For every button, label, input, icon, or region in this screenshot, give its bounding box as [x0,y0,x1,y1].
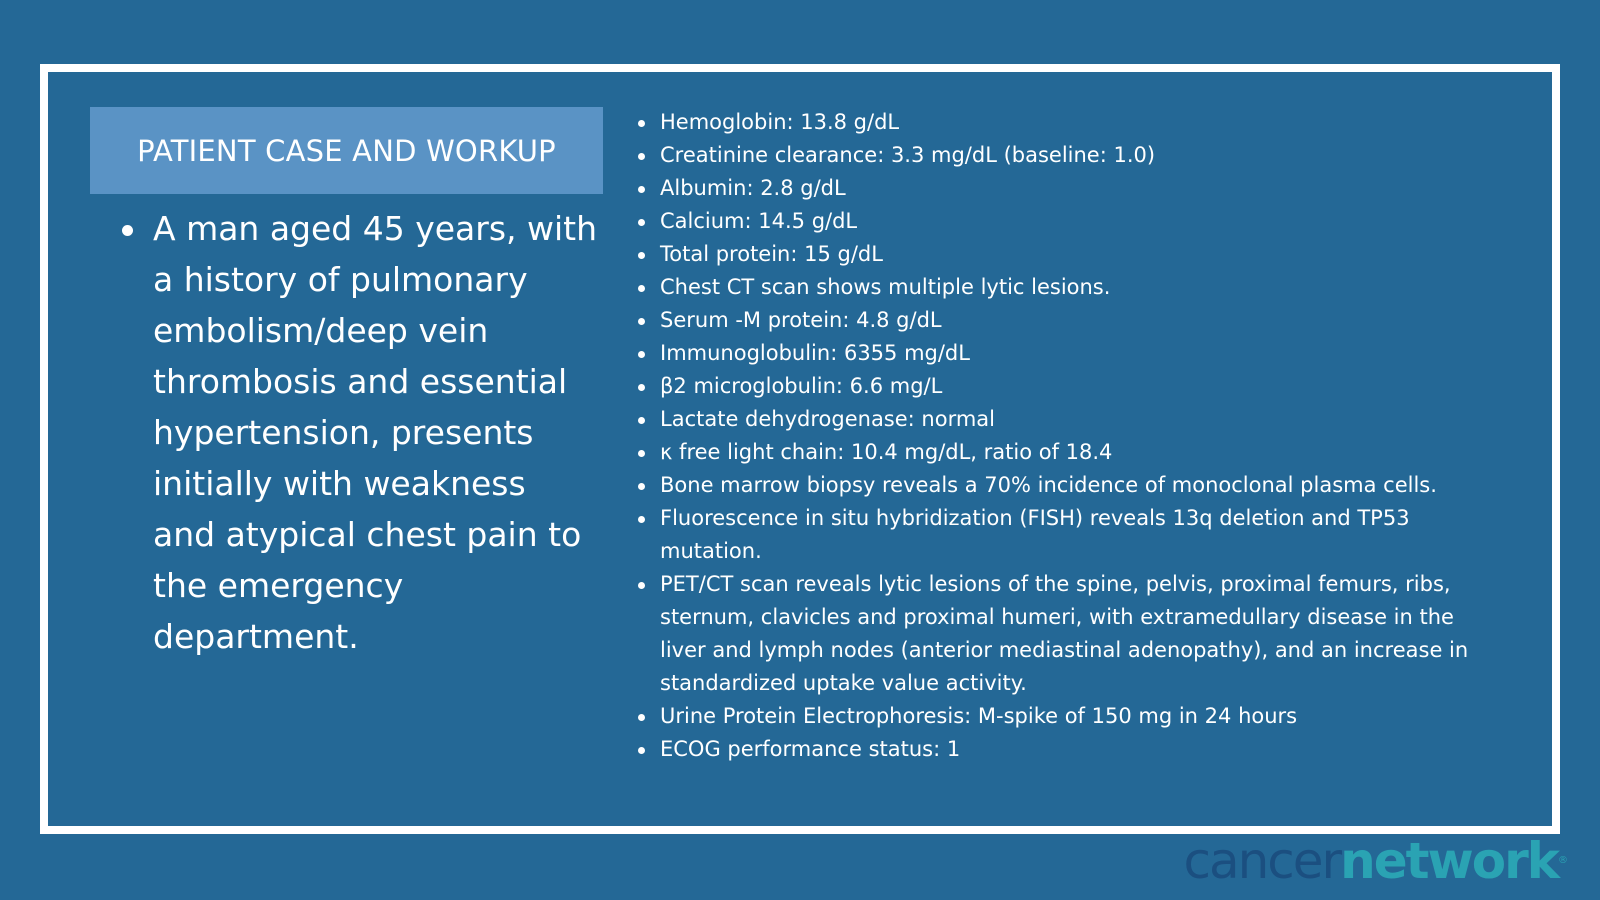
finding-item: Chest CT scan shows multiple lytic lesions. [636,271,1506,304]
finding-item: Fluorescence in situ hybridization (FISH) reveals 13q deletion and TP53 mutation. [636,502,1506,568]
finding-item: κ free light chain: 10.4 mg/dL, ratio of 18.4 [636,436,1506,469]
logo-part-network: network [1340,832,1558,890]
finding-item: Serum -M protein: 4.8 g/dL [636,304,1506,337]
finding-item: Lactate dehydrogenase: normal [636,403,1506,436]
finding-item: Bone marrow biopsy reveals a 70% incidence of monoclonal plasma cells. [636,469,1506,502]
finding-item: Albumin: 2.8 g/dL [636,172,1506,205]
finding-item: Immunoglobulin: 6355 mg/dL [636,337,1506,370]
finding-item: Total protein: 15 g/dL [636,238,1506,271]
case-summary: A man aged 45 years, with a history of pulmonary embolism/deep vein thrombosis and essential hypertension, presents initially with weakness and atypical chest pain to the emergency department. [118,203,598,662]
logo-registered-mark: ® [1558,855,1568,866]
cancernetwork-logo [1183,832,1568,890]
finding-item: Urine Protein Electrophoresis: M-spike of 150 mg in 24 hours [636,700,1506,733]
finding-item: ECOG performance status: 1 [636,733,1506,766]
finding-item: Creatinine clearance: 3.3 mg/dL (baseline: 1.0) [636,139,1506,172]
finding-item: PET/CT scan reveals lytic lesions of the spine, pelvis, proximal femurs, ribs, sternum, clavicles and proximal humeri, with extramedullary disease in the liver and lymph nodes (anterior mediastinal adenopathy), and an increase in standardized uptake value activity. [636,568,1506,700]
logo-part-cancer: cancer [1183,832,1341,890]
finding-item: Calcium: 14.5 g/dL [636,205,1506,238]
heading-box [90,107,603,194]
page-title: PATIENT CASE AND WORKUP [137,133,556,168]
findings-list [636,106,1506,766]
finding-item: β2 microglobulin: 6.6 mg/L [636,370,1506,403]
case-summary-list [118,203,598,662]
finding-item: Hemoglobin: 13.8 g/dL [636,106,1506,139]
